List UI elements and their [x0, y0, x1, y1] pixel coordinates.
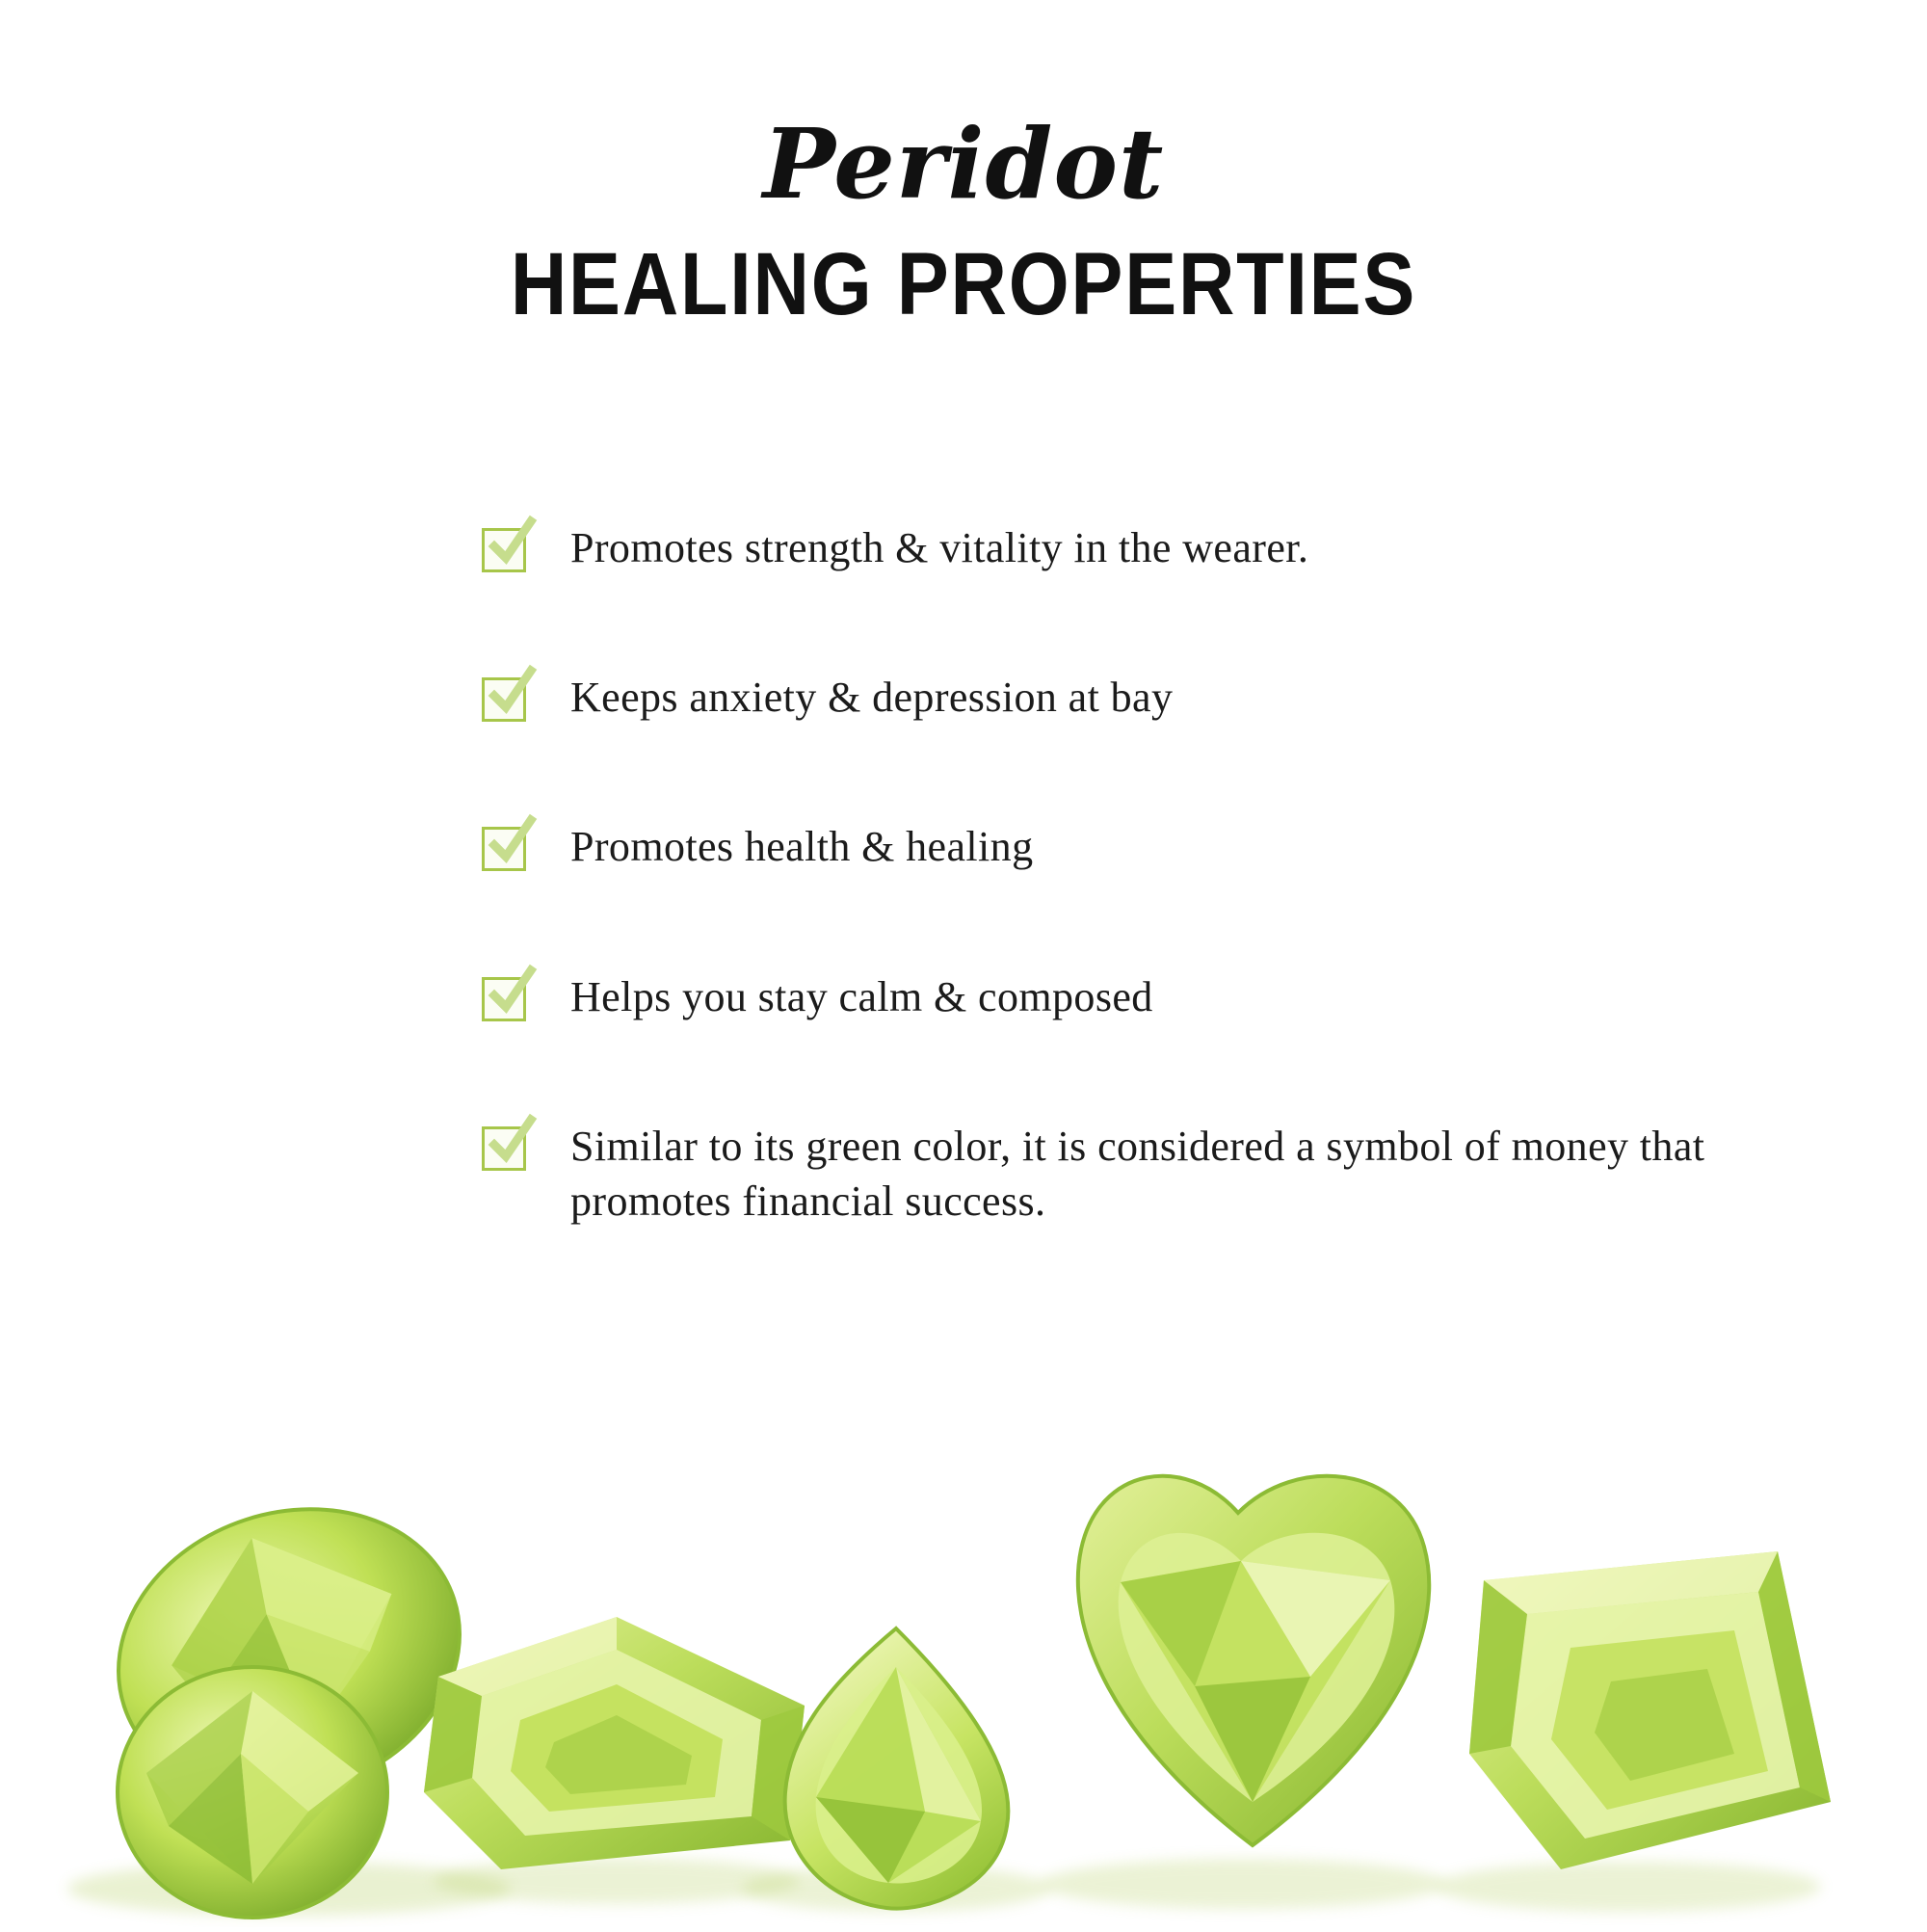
- list-item-label: Promotes strength & vitality in the wearer.: [570, 524, 1309, 571]
- list-item-label: Keeps anxiety & depression at bay: [570, 674, 1174, 722]
- page-title-script: Peridot: [762, 107, 1165, 221]
- poster-header: [0, 0, 1927, 333]
- list-item: [482, 969, 1792, 1024]
- list-item: [482, 670, 1792, 725]
- checkmark-icon: [482, 977, 526, 1021]
- list-item-label: Similar to its green color, it is considered a symbol of money that promotes financial success.: [570, 1122, 1705, 1225]
- list-item-label: Helps you stay calm & composed: [570, 972, 1153, 1020]
- gem-heart-cut: [1078, 1476, 1429, 1845]
- gem-emerald-cut-baguette: [424, 1617, 805, 1869]
- healing-properties-list: [482, 520, 1792, 1229]
- list-item: [482, 520, 1792, 575]
- checkmark-icon: [482, 677, 526, 722]
- list-item: [482, 1119, 1792, 1229]
- list-item-label: Promotes health & healing: [570, 823, 1034, 871]
- gem-pear-cut: [785, 1628, 1009, 1909]
- checkmark-icon: [482, 827, 526, 871]
- checkmark-icon: [482, 528, 526, 572]
- gem-square-step-cut: [1469, 1551, 1831, 1869]
- gem-round-brilliant-small: [118, 1667, 387, 1918]
- page-title-main: HEALING PROPERTIES: [510, 235, 1417, 333]
- peridot-gemstones-row: [0, 1388, 1927, 1927]
- list-item: [482, 819, 1792, 874]
- checkmark-icon: [482, 1126, 526, 1171]
